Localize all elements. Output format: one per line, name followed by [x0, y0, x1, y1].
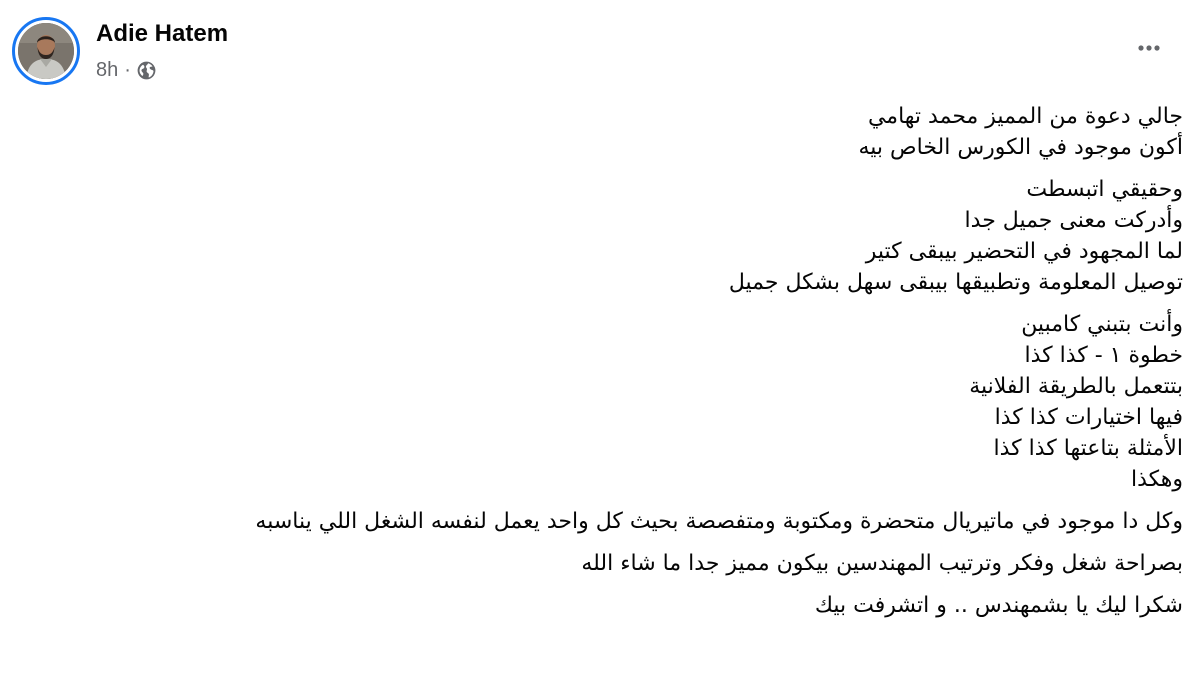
post-line: توصيل المعلومة وتطبيقها بيبقى سهل بشكل جميل: [728, 270, 1183, 295]
more-options-button[interactable]: [1128, 30, 1170, 66]
post-line: وحقيقي اتبسطت: [1026, 177, 1183, 202]
post-meta: [96, 57, 156, 83]
post-line: وهكذا: [1130, 467, 1183, 492]
post-line: لما المجهود في التحضير بيبقى كتير: [865, 239, 1183, 264]
globe-icon[interactable]: [137, 61, 156, 80]
post-paragraph: [83, 309, 1183, 495]
meta-separator: ·: [124, 58, 131, 81]
post-header: [0, 0, 1200, 96]
post-text: [83, 101, 1183, 632]
post-line: وكل دا موجود في ماتيريال متحضرة ومكتوبة ومتفصصة بحيث كل واحد يعمل لنفسه الشغل اللي يناسبه: [255, 509, 1183, 534]
post-paragraph: [83, 506, 1183, 537]
post-paragraph: [83, 174, 1183, 298]
post-line: بصراحة شغل وفكر وترتيب المهندسين بيكون مميز جدا ما شاء الله: [581, 551, 1183, 576]
post-line: الأمثلة بتاعتها كذا كذا: [993, 436, 1183, 461]
avatar[interactable]: [18, 23, 74, 79]
post-line: أكون موجود في الكورس الخاص بيه: [858, 135, 1183, 160]
post-line: بتتعمل بالطريقة الفلانية: [969, 374, 1183, 399]
avatar-photo: [18, 23, 74, 79]
post-paragraph: [83, 548, 1183, 579]
post-paragraph: [83, 590, 1183, 621]
post-paragraph: [83, 101, 1183, 163]
avatar-story-ring[interactable]: [12, 17, 80, 85]
post-line: جالي دعوة من المميز محمد تهامي: [867, 104, 1183, 129]
post-time[interactable]: 8h: [96, 58, 119, 81]
post-line: وأدركت معنى جميل جدا: [964, 208, 1183, 233]
post-line: خطوة ١ - كذا كذا: [1024, 343, 1183, 368]
post-line: شكرا ليك يا بشمهندس .. و اتشرفت بيك: [814, 593, 1183, 618]
more-options-icon: [1138, 45, 1160, 51]
post-line: وأنت بتبني كامبين: [1021, 312, 1183, 337]
author-name[interactable]: Adie Hatem: [96, 20, 229, 47]
post-line: فيها اختيارات كذا كذا: [994, 405, 1183, 430]
